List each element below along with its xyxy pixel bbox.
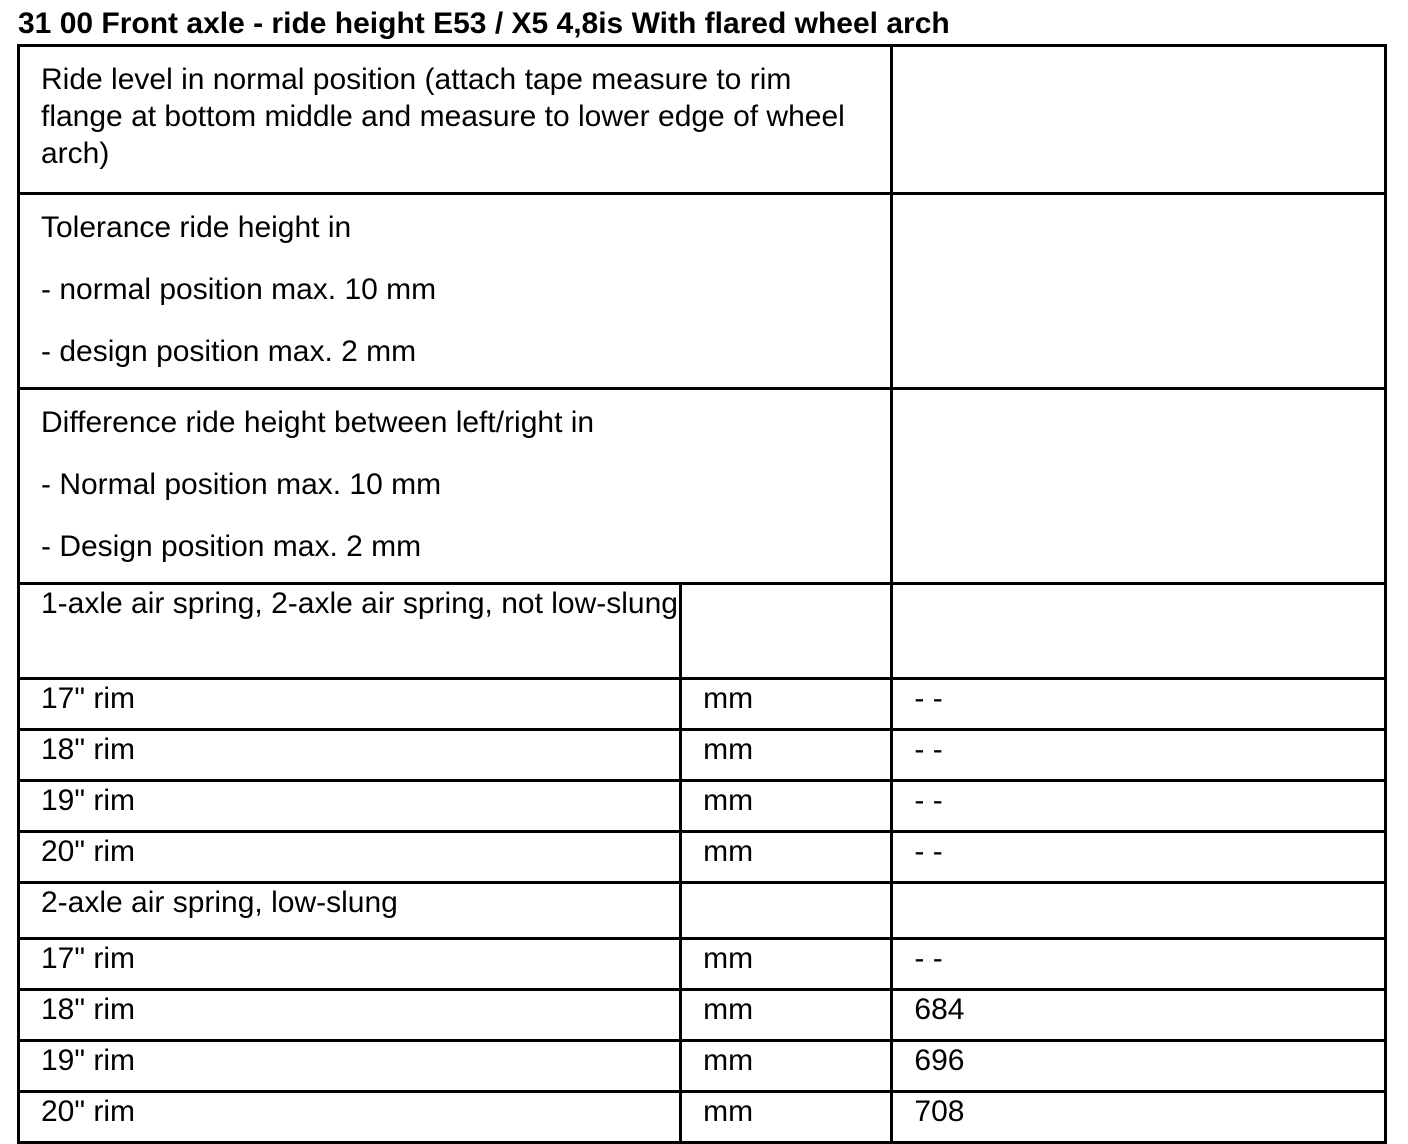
unit: mm: [681, 781, 892, 832]
rim-size: 19" rim: [19, 781, 681, 832]
table-row: [19, 781, 1386, 832]
tolerance-design: - design position max. 2 mm: [41, 335, 417, 368]
unit: mm: [681, 679, 892, 730]
ride-height-value: - -: [892, 730, 1386, 781]
rim-size: 20" rim: [19, 832, 681, 883]
unit: mm: [681, 1041, 892, 1092]
difference-heading: Difference ride height between left/right in: [41, 406, 595, 439]
table-row: [19, 939, 1386, 990]
difference-design: - Design position max. 2 mm: [41, 530, 422, 563]
group-value-cell: [892, 883, 1386, 939]
unit: mm: [681, 939, 892, 990]
ride-level-note: [19, 46, 892, 194]
ride-level-row: [19, 46, 1386, 194]
group-label: 1-axle air spring, 2-axle air spring, not low-slung: [19, 584, 681, 679]
ride-height-value: 708: [892, 1092, 1386, 1143]
unit: mm: [681, 990, 892, 1041]
ride-height-value: - -: [892, 781, 1386, 832]
page-title: 31 00 Front axle - ride height E53 / X5 4,8is With flared wheel arch: [18, 7, 950, 40]
unit: mm: [681, 832, 892, 883]
table-row: [19, 730, 1386, 781]
tolerance-heading: Tolerance ride height in: [41, 211, 352, 244]
tolerance-row: [19, 194, 1386, 389]
ride-level-value-cell: [892, 46, 1386, 194]
tolerance-note: [19, 194, 892, 389]
group-unit-cell: [681, 883, 892, 939]
group-header-row: [19, 883, 1386, 939]
rim-size: 19" rim: [19, 1041, 681, 1092]
group-unit-cell: [681, 584, 892, 679]
table-row: [19, 679, 1386, 730]
table-row: [19, 1041, 1386, 1092]
rim-size: 20" rim: [19, 1092, 681, 1143]
difference-normal: - Normal position max. 10 mm: [41, 468, 442, 501]
group-label: 2-axle air spring, low-slung: [19, 883, 681, 939]
table-row: [19, 832, 1386, 883]
rim-size: 17" rim: [19, 939, 681, 990]
rim-size: 18" rim: [19, 730, 681, 781]
rim-size: 18" rim: [19, 990, 681, 1041]
ride-level-text: Ride level in normal position (attach tape measure to rim flange at bottom middle and measure to lower edge of wheel arch): [41, 63, 845, 170]
rim-size: 17" rim: [19, 679, 681, 730]
ride-height-value: 684: [892, 990, 1386, 1041]
ride-height-table: [17, 44, 1387, 1144]
ride-height-value: - -: [892, 679, 1386, 730]
tolerance-value-cell: [892, 194, 1386, 389]
table-row: [19, 1092, 1386, 1143]
ride-height-value: - -: [892, 939, 1386, 990]
difference-note: [19, 389, 892, 584]
unit: mm: [681, 730, 892, 781]
group-value-cell: [892, 584, 1386, 679]
unit: mm: [681, 1092, 892, 1143]
difference-row: [19, 389, 1386, 584]
tolerance-normal: - normal position max. 10 mm: [41, 273, 437, 306]
ride-height-value: - -: [892, 832, 1386, 883]
group-header-row: [19, 584, 1386, 679]
table-row: [19, 990, 1386, 1041]
difference-value-cell: [892, 389, 1386, 584]
ride-height-value: 696: [892, 1041, 1386, 1092]
